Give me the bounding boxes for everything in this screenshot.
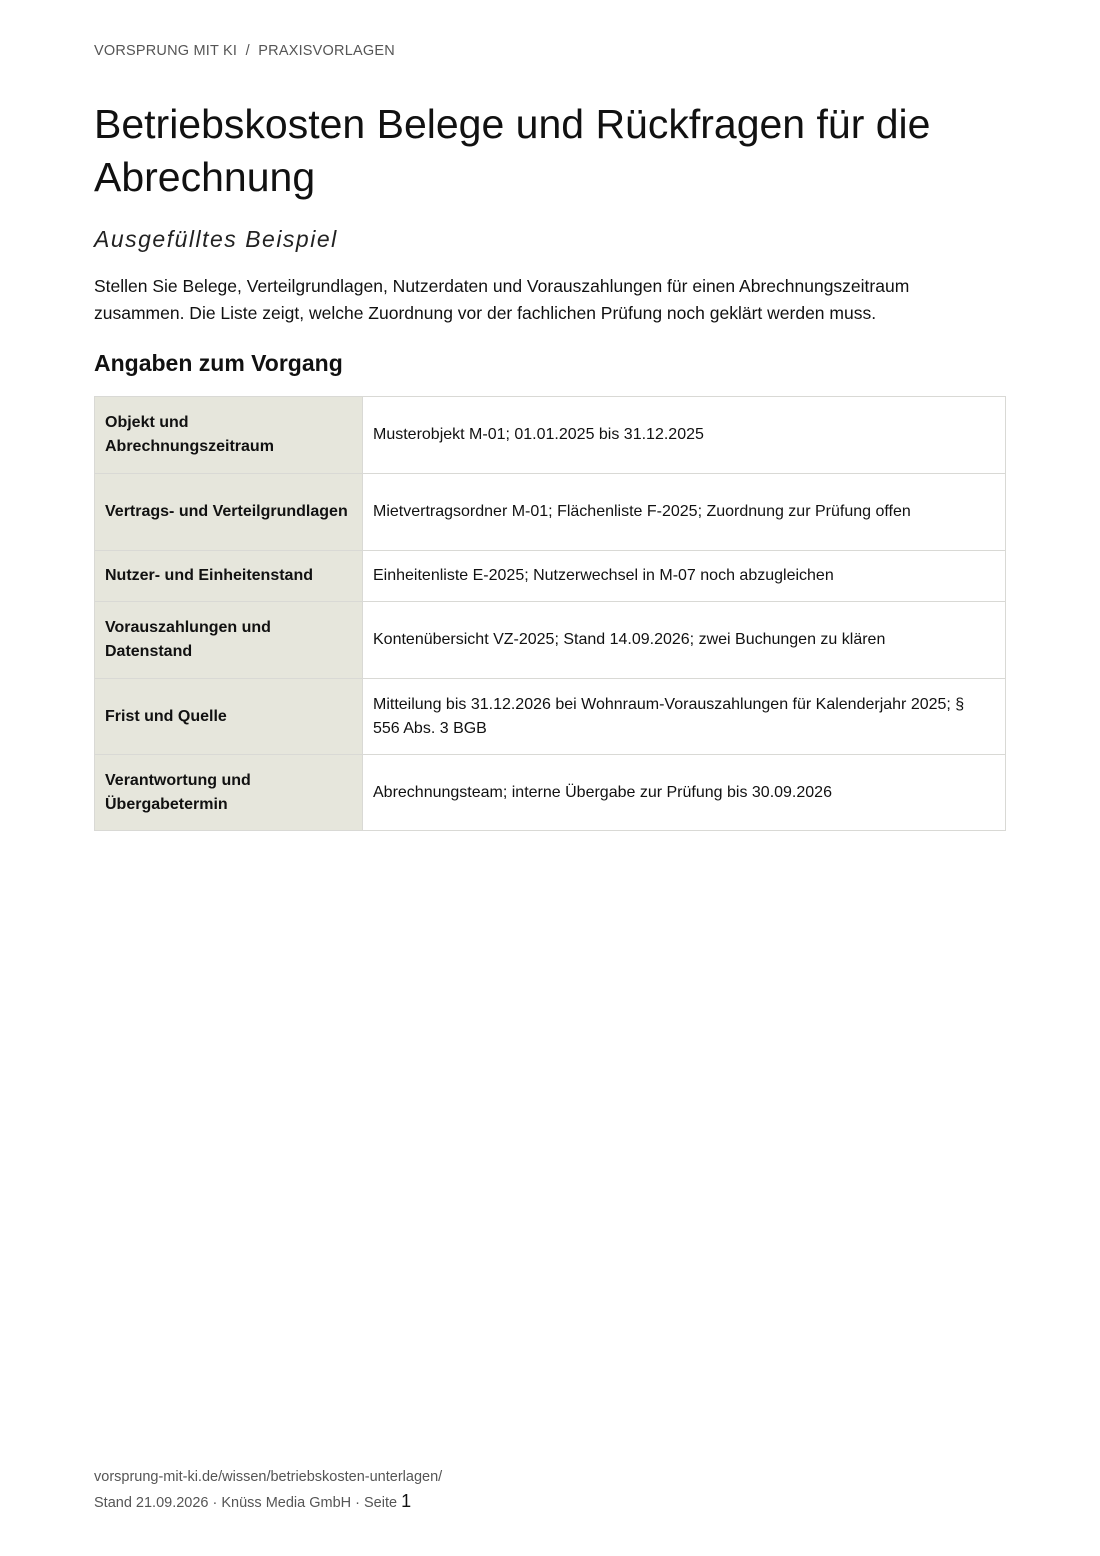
intro-paragraph: Stellen Sie Belege, Verteilgrundlagen, Nutzerdaten und Vorauszahlungen für einen Abrechnungszeitraum zusammen. Die Liste zeigt, welche Zuordnung vor der fachlichen Prüfung noch geklärt werden muss. — [94, 276, 910, 323]
table-row — [95, 474, 1006, 551]
row-label: Verantwortung und Übergabetermin — [95, 755, 363, 831]
page-subtitle: Ausgefülltes Beispiel — [94, 226, 338, 252]
section-heading: Angaben zum Vorgang — [94, 350, 343, 376]
info-table — [94, 396, 1006, 831]
row-value: Musterobjekt M-01; 01.01.2025 bis 31.12.2025 — [363, 397, 1006, 474]
row-label: Frist und Quelle — [95, 679, 363, 755]
row-value: Mitteilung bis 31.12.2026 bei Wohnraum-Vorauszahlungen für Kalenderjahr 2025; § 556 Abs. 3 BGB — [363, 679, 1006, 755]
table-row — [95, 679, 1006, 755]
row-label: Vorauszahlungen und Datenstand — [95, 602, 363, 679]
breadcrumb-separator: / — [245, 43, 250, 59]
footer-meta-text: Stand 21.09.2026 · Knüss Media GmbH · Seite — [94, 1495, 402, 1511]
row-label: Objekt und Abrechnungszeitraum — [95, 397, 363, 474]
row-value: Mietvertragsordner M-01; Flächenliste F-2025; Zuordnung zur Prüfung offen — [363, 474, 1006, 551]
table-row — [95, 602, 1006, 679]
row-value: Abrechnungsteam; interne Übergabe zur Prüfung bis 30.09.2026 — [363, 755, 1006, 831]
footer-meta — [94, 1491, 411, 1512]
row-label: Vertrags- und Verteilgrundlagen — [95, 474, 363, 551]
table-row — [95, 755, 1006, 831]
page-title: Betriebskosten Belege und Rückfragen für die Abrechnung — [94, 101, 931, 200]
table-row — [95, 397, 1006, 474]
footer-url: vorsprung-mit-ki.de/wissen/betriebskosten-unterlagen/ — [94, 1469, 443, 1485]
row-value: Kontenübersicht VZ-2025; Stand 14.09.2026; zwei Buchungen zu klären — [363, 602, 1006, 679]
table-row — [95, 551, 1006, 602]
row-value: Einheitenliste E-2025; Nutzerwechsel in M-07 noch abzugleichen — [363, 551, 1006, 602]
breadcrumb — [94, 43, 395, 59]
breadcrumb-section: PRAXISVORLAGEN — [258, 43, 395, 59]
page-number: 1 — [401, 1491, 412, 1511]
row-label: Nutzer- und Einheitenstand — [95, 551, 363, 602]
breadcrumb-brand: VORSPRUNG MIT KI — [94, 43, 238, 59]
